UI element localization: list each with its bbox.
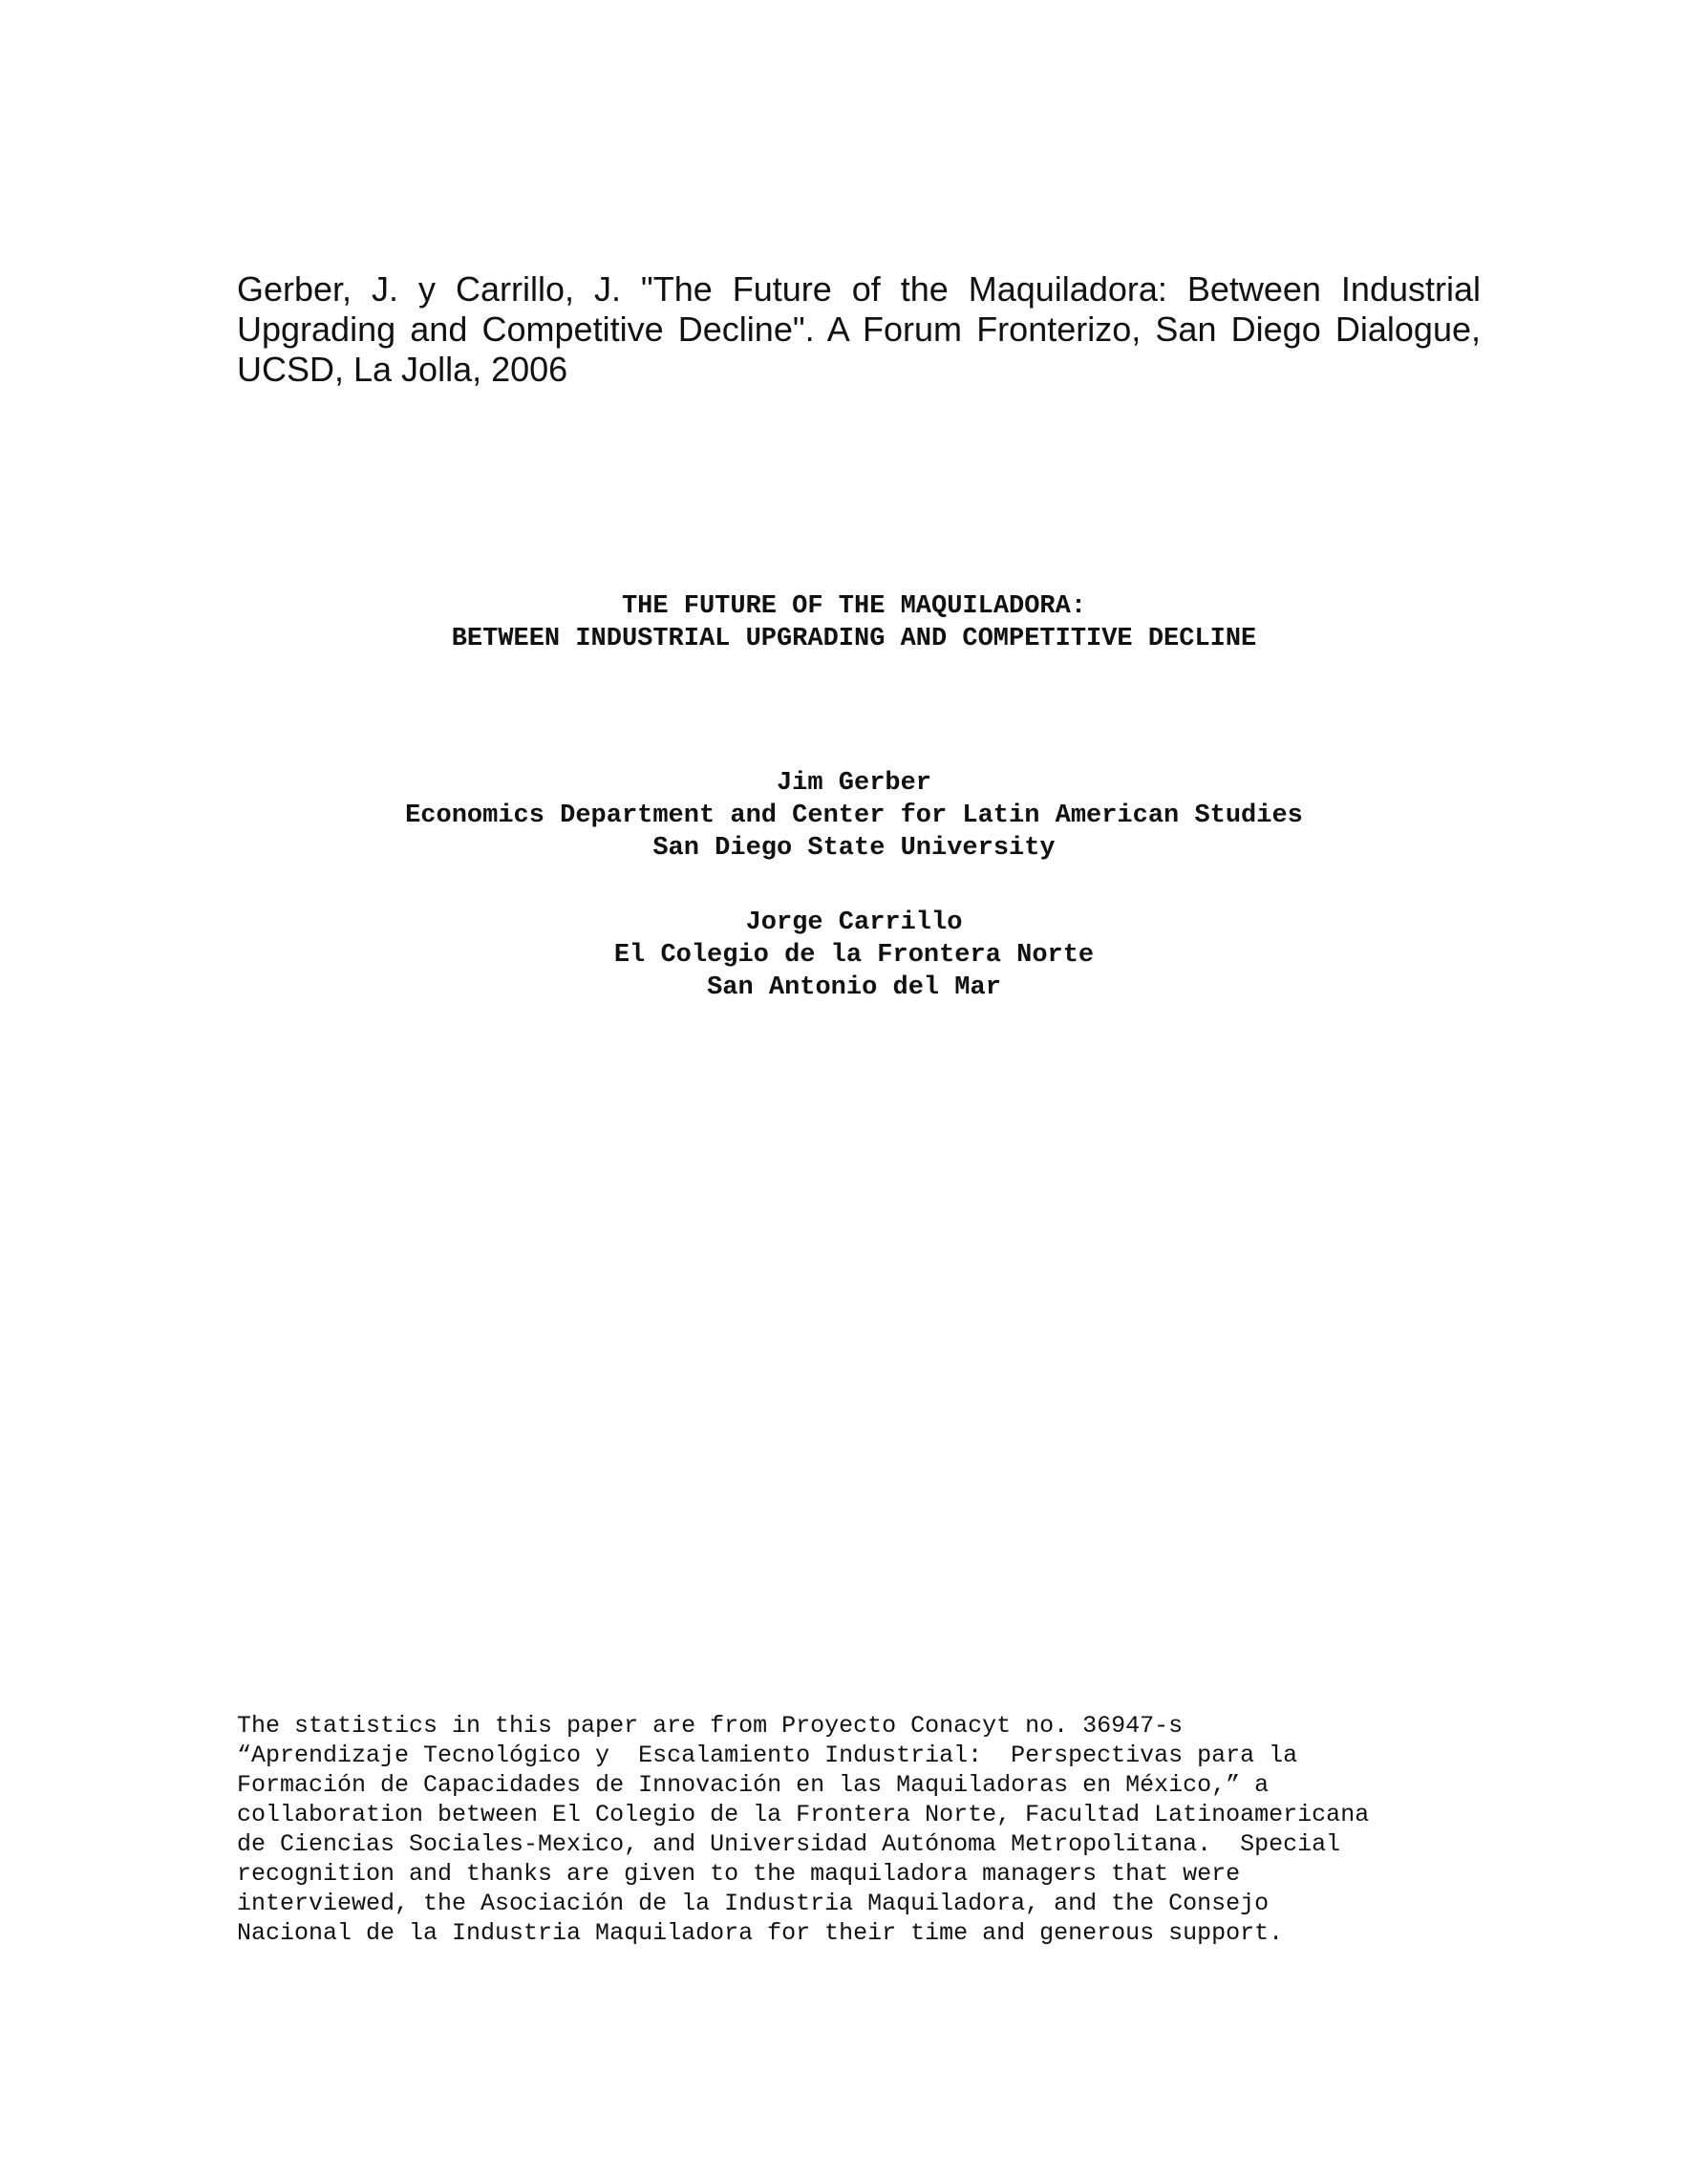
note-line: Nacional de la Industria Maquiladora for their time and generous support.	[237, 1919, 1284, 1947]
author-name: Jorge Carrillo	[745, 908, 963, 937]
title-line-1: THE FUTURE OF THE MAQUILADORA:	[621, 592, 1087, 621]
author-affiliation: El Colegio de la Frontera Norte	[613, 941, 1095, 970]
note-line: collaboration between El Colegio de la Frontera Norte, Facultad Latinoamericana	[237, 1801, 1370, 1828]
acknowledgment-note	[237, 1711, 1488, 1948]
note-line: interviewed, the Asociación de la Industria Maquiladora, and the Consejo	[237, 1890, 1270, 1917]
author-institution: San Diego State University	[652, 834, 1056, 863]
note-line: de Ciencias Sociales-Mexico, and Universidad Autónoma Metropolitana. Special	[237, 1830, 1341, 1858]
author-affiliation: Economics Department and Center for Latin American Studies	[405, 801, 1303, 830]
paper-title	[0, 590, 1708, 655]
author-name: Jim Gerber	[776, 769, 932, 798]
author-block	[0, 907, 1708, 1004]
citation-line: Gerber, J. y Carrillo, J. "The Future of the Maquiladora: Between Industrial	[237, 269, 1481, 309]
author-block	[0, 767, 1708, 865]
note-line: Formación de Capacidades de Innovación en las Maquiladoras en México,” a	[237, 1771, 1270, 1799]
note-line: The statistics in this paper are from Proyecto Conacyt no. 36947-s	[237, 1712, 1184, 1740]
citation-line: Upgrading and Competitive Decline". A Forum Fronterizo, San Diego Dialogue,	[237, 310, 1481, 349]
note-line: recognition and thanks are given to the maquiladora managers that were	[237, 1860, 1241, 1888]
note-line: “Aprendizaje Tecnológico y Escalamiento Industrial: Perspectivas para la	[237, 1742, 1298, 1769]
citation-header	[237, 269, 1481, 390]
title-line-2: BETWEEN INDUSTRIAL UPGRADING AND COMPETITIVE DECLINE	[451, 625, 1257, 653]
author-institution: San Antonio del Mar	[707, 973, 1001, 1002]
citation-line: UCSD, La Jolla, 2006	[237, 350, 568, 389]
